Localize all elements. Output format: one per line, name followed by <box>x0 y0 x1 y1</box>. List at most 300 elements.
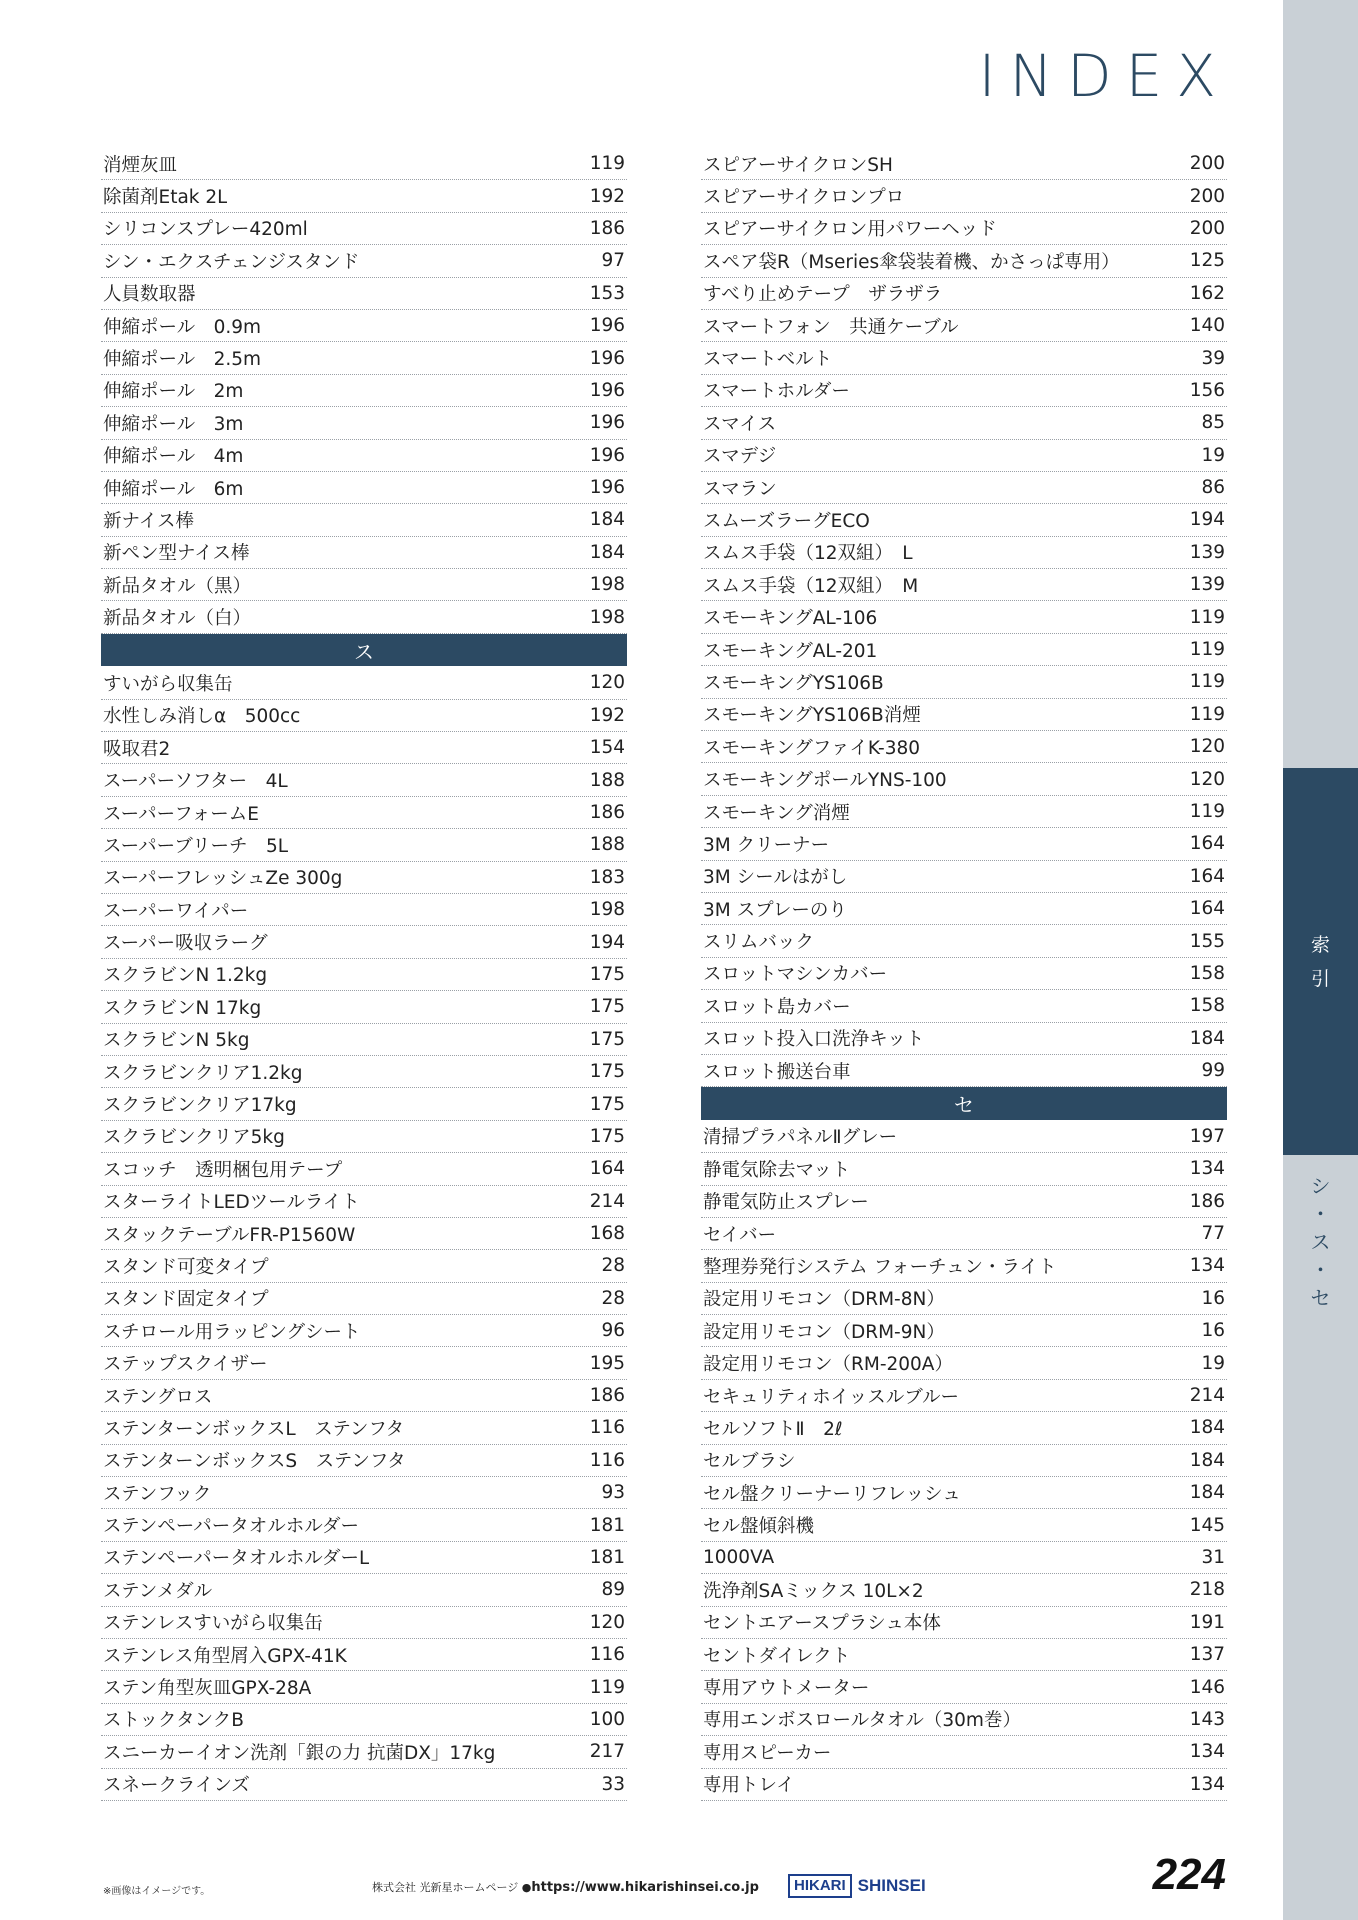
index-entry <box>101 1347 627 1379</box>
entry-page: 28 <box>601 1287 625 1309</box>
entry-page: 196 <box>589 379 625 401</box>
entry-page: 116 <box>589 1417 625 1439</box>
entry-page: 85 <box>1201 412 1225 434</box>
index-entry <box>701 342 1227 374</box>
index-entry <box>701 148 1227 180</box>
entry-page: 192 <box>589 704 625 726</box>
entry-name: 水性しみ消しα 500cc <box>103 706 301 728</box>
entry-name: ステンメダル <box>103 1580 213 1602</box>
index-entry <box>101 1315 627 1347</box>
index-entry <box>101 991 627 1023</box>
index-entry <box>101 797 627 829</box>
entry-page: 139 <box>1189 541 1225 563</box>
index-entry <box>101 375 627 407</box>
entry-name: スコッチ 透明梱包用テープ <box>103 1159 343 1181</box>
entry-name: ステンフック <box>103 1483 212 1505</box>
index-entry <box>101 245 627 277</box>
entry-page: 120 <box>589 1611 625 1633</box>
index-entry <box>701 472 1227 504</box>
entry-page: 184 <box>1189 1449 1225 1471</box>
entry-page: 198 <box>589 606 625 628</box>
entry-name: ステップスクイザー <box>103 1354 268 1376</box>
index-entry <box>701 861 1227 893</box>
index-entry <box>701 1542 1227 1574</box>
index-entry <box>101 504 627 536</box>
index-entry <box>701 1607 1227 1639</box>
entry-name: スリムバック <box>703 932 815 954</box>
brand-logo <box>788 1874 926 1898</box>
entry-name: 伸縮ポール 0.9m <box>103 316 262 338</box>
entry-name: スクラビンN 1.2kg <box>103 965 268 987</box>
index-entry <box>101 1380 627 1412</box>
index-entry <box>101 601 627 633</box>
entry-name: スマートホルダー <box>703 381 850 403</box>
index-entry <box>701 634 1227 666</box>
entry-name: スクラビンクリア17kg <box>103 1095 297 1117</box>
index-entry <box>701 1347 1227 1379</box>
entry-name: ステンターンボックスS ステンフタ <box>103 1451 406 1473</box>
entry-name: 消煙灰皿 <box>103 154 178 176</box>
range-char: ・ <box>1310 1202 1331 1226</box>
entry-name: スモーキングAL-106 <box>703 608 878 630</box>
page-number: 224 <box>1152 1850 1226 1899</box>
entry-name: 整理券発行システム フォーチュン・ライト <box>703 1256 1057 1278</box>
entry-page: 120 <box>589 672 625 694</box>
entry-page: 119 <box>1189 671 1225 693</box>
entry-name: 新品タオル（黒） <box>103 575 252 597</box>
entry-name: スモーキング消煙 <box>703 802 850 824</box>
entry-page: 19 <box>1201 1352 1225 1374</box>
entry-page: 183 <box>589 866 625 888</box>
range-char: セ <box>1310 1286 1331 1310</box>
index-entry <box>101 1121 627 1153</box>
entry-page: 39 <box>1201 347 1225 369</box>
index-entry <box>701 180 1227 212</box>
index-entry <box>701 1574 1227 1606</box>
entry-name: スピアーサイクロンSH <box>703 154 893 176</box>
index-entry <box>701 1121 1227 1153</box>
entry-name: 新ナイス棒 <box>103 510 195 532</box>
index-entry <box>701 699 1227 731</box>
index-entry <box>701 1477 1227 1509</box>
index-entry <box>101 569 627 601</box>
entry-name: シン・エクスチェンジスタンド <box>103 251 360 273</box>
entry-name: スチロール用ラッピングシート <box>103 1321 361 1343</box>
entry-page: 89 <box>601 1579 625 1601</box>
entry-name: セルブラシ <box>703 1451 796 1473</box>
entry-name: ストックタンクB <box>103 1710 244 1732</box>
entry-name: 3M スプレーのり <box>703 899 847 921</box>
entry-page: 119 <box>1189 606 1225 628</box>
index-entry <box>101 1736 627 1768</box>
entry-page: 100 <box>589 1708 625 1730</box>
entry-name: スムス手袋（12双組） M <box>703 575 919 597</box>
entry-page: 143 <box>1189 1708 1225 1730</box>
entry-page: 188 <box>589 769 625 791</box>
index-entry <box>701 1509 1227 1541</box>
entry-page: 134 <box>1189 1773 1225 1795</box>
entry-page: 145 <box>1189 1514 1225 1536</box>
footer-site-prefix: 株式会社 光新星ホームページ ● <box>372 1881 532 1894</box>
index-entry <box>701 601 1227 633</box>
tab-char: 索 <box>1310 934 1330 956</box>
entry-page: 198 <box>589 574 625 596</box>
entry-name: スクラビンN 5kg <box>103 1030 250 1052</box>
entry-page: 119 <box>1189 703 1225 725</box>
entry-name: セル盤クリーナーリフレッシュ <box>703 1483 961 1505</box>
entry-page: 33 <box>601 1773 625 1795</box>
entry-page: 164 <box>589 1158 625 1180</box>
entry-page: 31 <box>1201 1546 1225 1568</box>
entry-page: 188 <box>589 834 625 856</box>
entry-name: ステンレス角型屑入GPX-41K <box>103 1645 347 1667</box>
index-entry <box>701 958 1227 990</box>
entry-name: 静電気除去マット <box>703 1159 851 1181</box>
entry-page: 86 <box>1201 477 1225 499</box>
index-entry <box>101 732 627 764</box>
entry-page: 119 <box>1189 801 1225 822</box>
entry-page: 77 <box>1201 1223 1225 1245</box>
entry-page: 192 <box>589 185 625 207</box>
index-entry <box>101 472 627 504</box>
entry-name: 3M クリーナー <box>703 834 830 856</box>
entry-name: 設定用リモコン（DRM-8N） <box>703 1289 945 1311</box>
footer-site <box>372 1879 759 1895</box>
entry-page: 184 <box>1189 1417 1225 1439</box>
entry-page: 164 <box>1189 898 1225 920</box>
index-entry <box>701 504 1227 536</box>
entry-page: 217 <box>589 1741 625 1763</box>
entry-name: セイバー <box>703 1224 777 1246</box>
index-entry <box>701 893 1227 925</box>
entry-page: 196 <box>589 444 625 466</box>
entry-name: ステングロス <box>103 1386 213 1408</box>
entry-page: 196 <box>589 315 625 337</box>
index-entry <box>701 245 1227 277</box>
index-entry <box>701 375 1227 407</box>
index-entry <box>101 1283 627 1315</box>
entry-name: スーパーフォームE <box>103 803 259 825</box>
index-entry <box>701 1283 1227 1315</box>
entry-page: 196 <box>589 412 625 434</box>
entry-name: スムーズラーグECO <box>703 510 870 532</box>
entry-page: 175 <box>589 1093 625 1115</box>
index-entry <box>701 537 1227 569</box>
entry-name: 新品タオル（白） <box>103 608 252 630</box>
entry-page: 175 <box>589 996 625 1018</box>
entry-page: 196 <box>589 477 625 499</box>
tab-char: 引 <box>1310 968 1330 990</box>
index-entry <box>101 213 627 245</box>
entry-page: 200 <box>1189 185 1225 207</box>
index-entry <box>701 213 1227 245</box>
index-entry <box>701 763 1227 795</box>
index-entry <box>701 731 1227 763</box>
entry-page: 154 <box>589 737 625 759</box>
entry-name: セントエアースプラシュ本体 <box>703 1613 941 1635</box>
index-column-left <box>101 148 627 1801</box>
index-entry <box>101 667 627 699</box>
index-entry <box>101 1250 627 1282</box>
entry-name: セル盤傾斜機 <box>703 1516 815 1538</box>
index-entry <box>101 1088 627 1120</box>
entry-name: スクラビンクリア5kg <box>103 1127 285 1149</box>
entry-name: スピアーサイクロン用パワーヘッド <box>703 219 997 241</box>
entry-name: 除菌剤Etak 2L <box>103 187 228 209</box>
entry-name: スモーキングポールYNS-100 <box>703 770 947 792</box>
index-entry <box>101 1769 627 1801</box>
entry-name: スモーキングYS106B <box>703 672 884 694</box>
entry-name: 伸縮ポール 3m <box>103 413 244 435</box>
range-char: ス <box>1310 1230 1331 1254</box>
entry-page: 140 <box>1189 315 1225 337</box>
entry-page: 164 <box>1189 833 1225 855</box>
index-entry <box>701 1250 1227 1282</box>
entry-name: 設定用リモコン（RM-200A） <box>703 1354 953 1376</box>
entry-name: 専用アウトメーター <box>703 1678 870 1700</box>
entry-page: 97 <box>601 250 625 272</box>
index-entry <box>101 1445 627 1477</box>
index-entry <box>701 925 1227 957</box>
entry-name: 新ペン型ナイス棒 <box>103 543 250 565</box>
entry-page: 162 <box>1189 282 1225 304</box>
entry-name: ステンペーパータオルホルダーL <box>103 1548 370 1570</box>
index-entry <box>101 180 627 212</box>
entry-page: 175 <box>589 1125 625 1147</box>
entry-page: 214 <box>1189 1385 1225 1407</box>
index-entry <box>701 990 1227 1022</box>
entry-name: 清掃プラパネルⅡグレー <box>703 1127 898 1149</box>
entry-name: セキュリティホイッスルブルー <box>703 1386 960 1408</box>
index-entry <box>701 569 1227 601</box>
entry-name: スネークラインズ <box>103 1775 250 1797</box>
entry-name: セルソフトⅡ 2ℓ <box>703 1418 843 1440</box>
index-entry <box>101 1153 627 1185</box>
entry-name: 3M シールはがし <box>703 867 848 889</box>
index-entry <box>101 894 627 926</box>
entry-page: 134 <box>1189 1255 1225 1277</box>
entry-page: 184 <box>589 541 625 563</box>
entry-name: 専用エンボスロールタオル（30m巻） <box>703 1710 1021 1732</box>
entry-page: 181 <box>589 1546 625 1568</box>
entry-name: 静電気防止スプレー <box>703 1192 869 1214</box>
section-header: セ <box>701 1087 1227 1119</box>
entry-page: 194 <box>589 931 625 953</box>
entry-name: スーパーフレッシュZe 300g <box>103 868 343 890</box>
entry-name: スムス手袋（12双組） L <box>703 543 913 565</box>
index-entry <box>701 1769 1227 1801</box>
entry-page: 184 <box>1189 1482 1225 1504</box>
entry-name: スニーカーイオン洗剤「銀の力 抗菌DX」17kg <box>103 1742 496 1764</box>
entry-name: ステンターンボックスL ステンフタ <box>103 1418 405 1440</box>
index-entry <box>101 537 627 569</box>
entry-name: スターライトLEDツールライト <box>103 1192 360 1214</box>
entry-page: 186 <box>589 802 625 823</box>
index-entry <box>101 278 627 310</box>
entry-page: 175 <box>589 1061 625 1083</box>
entry-page: 198 <box>589 899 625 921</box>
index-entry <box>701 1704 1227 1736</box>
entry-name: スマイス <box>703 413 777 435</box>
index-entry <box>101 407 627 439</box>
entry-name: スクラビンN 17kg <box>103 997 262 1019</box>
entry-name: 伸縮ポール 2m <box>103 381 244 403</box>
range-char: ・ <box>1310 1258 1331 1282</box>
entry-name: スクラビンクリア1.2kg <box>103 1062 303 1084</box>
entry-name: スモーキングファイK-380 <box>703 737 921 759</box>
entry-page: 155 <box>1189 930 1225 952</box>
entry-page: 181 <box>589 1514 625 1536</box>
entry-page: 200 <box>1189 217 1225 239</box>
entry-page: 194 <box>1189 509 1225 531</box>
index-entry <box>701 1186 1227 1218</box>
entry-name: 吸取君2 <box>103 738 171 760</box>
index-entry <box>701 1412 1227 1444</box>
entry-page: 200 <box>1189 153 1225 175</box>
index-entry <box>101 1186 627 1218</box>
index-entry <box>101 862 627 894</box>
entry-name: 専用スピーカー <box>703 1742 832 1764</box>
entry-page: 16 <box>1201 1320 1225 1342</box>
entry-name: スピアーサイクロンプロ <box>703 187 905 209</box>
brand-logo-text: SHINSEI <box>857 1876 926 1895</box>
index-entry <box>101 1477 627 1509</box>
footer-note: ※画像はイメージです。 <box>103 1886 211 1897</box>
index-entry <box>701 1639 1227 1671</box>
entry-page: 134 <box>1189 1741 1225 1763</box>
index-entry <box>701 1445 1227 1477</box>
index-entry <box>101 1639 627 1671</box>
entry-name: スペア袋R（Mseries傘袋装着機、かさっぱ専用） <box>703 251 1120 273</box>
entry-name: シリコンスプレー420ml <box>103 219 308 241</box>
entry-page: 196 <box>589 347 625 369</box>
index-entry <box>701 1023 1227 1055</box>
entry-page: 119 <box>1189 639 1225 661</box>
entry-name: スタンド可変タイプ <box>103 1256 269 1278</box>
entry-page: 137 <box>1189 1644 1225 1666</box>
index-entry <box>101 700 627 732</box>
entry-page: 125 <box>1189 250 1225 272</box>
entry-page: 158 <box>1189 962 1225 984</box>
index-entry <box>701 1055 1227 1087</box>
entry-page: 175 <box>589 1028 625 1050</box>
entry-page: 175 <box>589 963 625 985</box>
entry-page: 116 <box>589 1644 625 1666</box>
entry-page: 164 <box>1189 865 1225 887</box>
entry-name: スーパーブリーチ 5L <box>103 835 289 857</box>
index-entry <box>101 1704 627 1736</box>
entry-page: 134 <box>1189 1158 1225 1180</box>
section-header: ス <box>101 634 627 666</box>
brand-logo-box: HIKARI <box>788 1874 852 1898</box>
index-entry <box>701 1671 1227 1703</box>
entry-page: 156 <box>1189 379 1225 401</box>
index-entry <box>701 1218 1227 1250</box>
entry-name: スマートベルト <box>703 349 833 371</box>
index-entry <box>101 829 627 861</box>
entry-name: スーパー吸収ラーグ <box>103 933 268 955</box>
entry-name: 伸縮ポール 4m <box>103 446 244 468</box>
entry-name: ステン角型灰皿GPX-28A <box>103 1678 312 1700</box>
entry-page: 191 <box>1189 1611 1225 1633</box>
entry-name: 伸縮ポール 6m <box>103 478 244 500</box>
index-entry <box>701 310 1227 342</box>
entry-name: 人員数取器 <box>103 284 196 306</box>
range-char: シ <box>1310 1174 1331 1198</box>
entry-name: スロット搬送台車 <box>703 1061 851 1083</box>
index-entry <box>101 926 627 958</box>
entry-page: 139 <box>1189 574 1225 596</box>
entry-name: 伸縮ポール 2.5m <box>103 349 262 371</box>
page-title: INDEX <box>978 42 1230 110</box>
index-tab[interactable] <box>1283 768 1358 1155</box>
index-entry <box>101 148 627 180</box>
entry-page: 119 <box>589 1676 625 1698</box>
entry-name: すべり止めテープ ザラザラ <box>703 284 943 306</box>
section-range-label <box>1283 1172 1358 1312</box>
footer-url-link[interactable]: https://www.hikarishinsei.co.jp <box>531 1880 759 1895</box>
entry-page: 158 <box>1189 995 1225 1017</box>
index-entry <box>101 1607 627 1639</box>
index-entry <box>101 959 627 991</box>
entry-name: すいがら収集缶 <box>103 673 233 695</box>
entry-name: ステンレスすいがら収集缶 <box>103 1613 323 1635</box>
entry-name: スマートフォン 共通ケーブル <box>703 316 959 338</box>
index-entry <box>101 342 627 374</box>
index-entry <box>101 1542 627 1574</box>
entry-page: 153 <box>589 282 625 304</box>
entry-page: 28 <box>601 1255 625 1277</box>
index-entry <box>101 440 627 472</box>
entry-page: 16 <box>1201 1287 1225 1309</box>
entry-page: 184 <box>589 509 625 531</box>
index-entry <box>101 1218 627 1250</box>
entry-name: セントダイレクト <box>703 1645 851 1667</box>
entry-page: 120 <box>1189 768 1225 790</box>
entry-name: 1000VA <box>703 1546 775 1568</box>
entry-name: スタックテーブルFR-P1560W <box>103 1224 356 1246</box>
index-entry <box>101 1509 627 1541</box>
index-entry <box>701 666 1227 698</box>
index-entry <box>701 440 1227 472</box>
index-entry <box>701 278 1227 310</box>
entry-page: 119 <box>589 153 625 175</box>
index-entry <box>101 1056 627 1088</box>
entry-name: スマデジ <box>703 446 777 468</box>
entry-name: スモーキングAL-201 <box>703 640 878 662</box>
index-entry <box>701 1380 1227 1412</box>
entry-name: スロット投入口洗浄キット <box>703 1029 925 1051</box>
index-entry <box>101 764 627 796</box>
entry-page: 99 <box>1201 1060 1225 1082</box>
index-entry <box>101 310 627 342</box>
entry-name: ステンペーパータオルホルダー <box>103 1516 360 1538</box>
entry-page: 116 <box>589 1449 625 1471</box>
entry-page: 19 <box>1201 444 1225 466</box>
entry-page: 197 <box>1189 1125 1225 1147</box>
entry-name: 洗浄剤SAミックス 10L×2 <box>703 1580 924 1602</box>
index-entry <box>101 1671 627 1703</box>
index-entry <box>701 1736 1227 1768</box>
entry-name: スロットマシンカバー <box>703 964 888 986</box>
entry-name: スマラン <box>703 478 777 500</box>
index-column-right <box>701 148 1227 1801</box>
entry-name: スタンド固定タイプ <box>103 1289 269 1311</box>
entry-name: スーパーワイパー <box>103 900 249 922</box>
entry-page: 146 <box>1189 1676 1225 1698</box>
entry-page: 186 <box>589 1385 625 1407</box>
index-entry <box>701 828 1227 860</box>
